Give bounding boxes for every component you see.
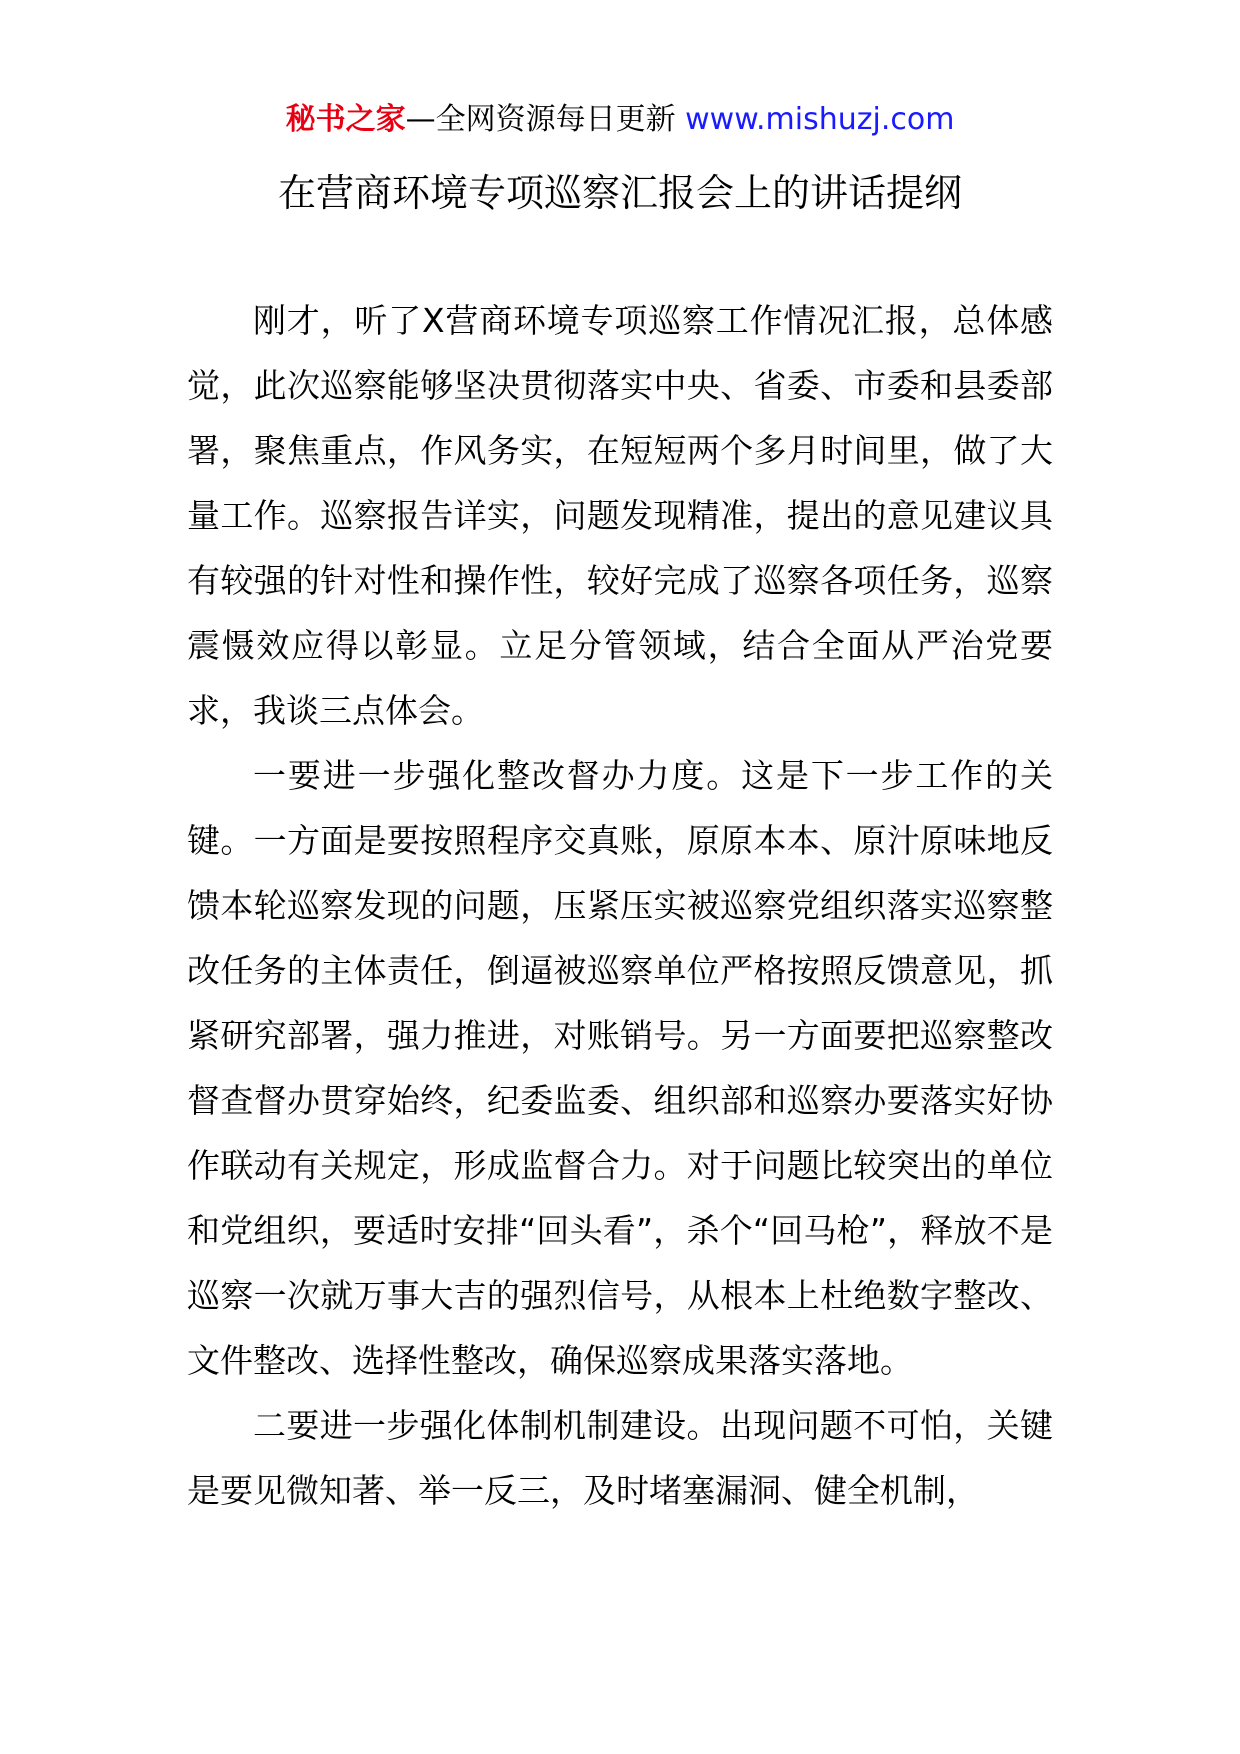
site-url-link[interactable]: www.mishuzj.com [685, 102, 955, 137]
site-brand: 秘书之家 [285, 102, 406, 137]
site-header [0, 100, 1240, 140]
paragraph-point-two: 二要进一步强化体制机制建设。出现问题不可怕，关键是要见微知著、举一反三，及时堵塞漏洞、健全机制， [187, 1406, 1053, 1510]
paragraph-point-one: 一要进一步强化整改督办力度。这是下一步工作的关键。一方面是要按照程序交真账，原原本本、原汁原味地反馈本轮巡察发现的问题，压紧压实被巡察党组织落实巡察整改任务的主体责任，倒逼被巡察单位严格按照反馈意见，抓紧研究部署，强力推进，对账销号。另一方面要把巡察整改督查督办贯穿始终，纪委监委、组织部和巡察办要落实好协作联动有关规定，形成监督合力。对于问题比较突出的单位和党组织，要适时安排“回头看”，杀个“回马枪”，释放不是巡察一次就万事大吉的强烈信号，从根本上杜绝数字整改、文件整改、选择性整改，确保巡察成果落实落地。 [187, 756, 1053, 1380]
paragraph-intro: 刚才，听了X营商环境专项巡察工作情况汇报，总体感觉，此次巡察能够坚决贯彻落实中央、省委、市委和县委部署，聚焦重点，作风务实，在短短两个多月时间里，做了大量工作。巡察报告详实，问题发现精准，提出的意见建议具有较强的针对性和操作性，较好完成了巡察各项任务，巡察震慑效应得以彰显。立足分管领域，结合全面从严治党要求，我谈三点体会。 [187, 301, 1053, 730]
document-title: 在营商环境专项巡察汇报会上的讲话提纲 [277, 171, 962, 215]
document-body [187, 288, 1053, 1523]
site-slogan: —全网资源每日更新 [405, 102, 686, 137]
